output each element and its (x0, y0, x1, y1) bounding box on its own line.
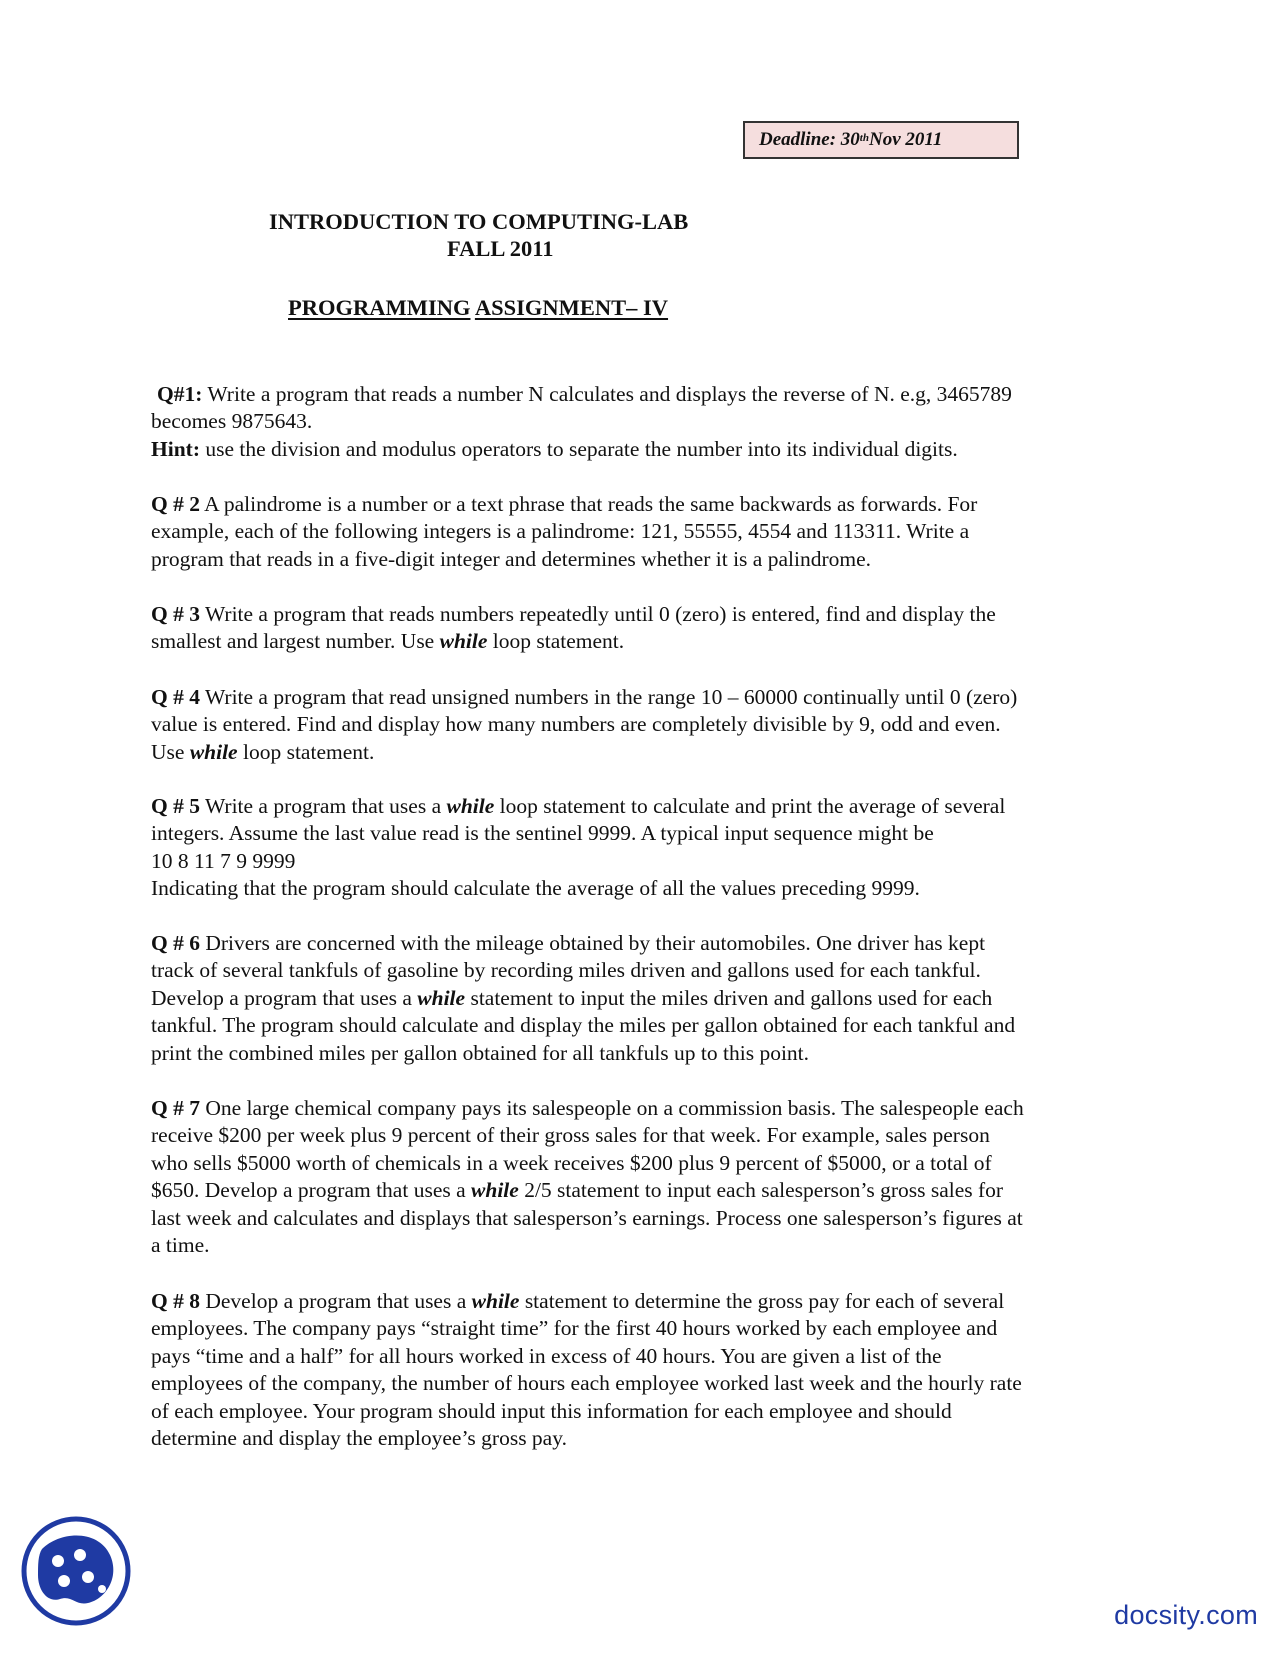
question-1-label: Q#1: (157, 382, 203, 406)
question-4 (151, 684, 1125, 766)
course-title: INTRODUCTION TO COMPUTING-LAB (269, 209, 689, 234)
question-8-text-1b: statement to determine the gross pay for each of several (519, 1289, 1005, 1313)
question-3-line-2 (151, 628, 1125, 655)
hint-text: use the division and modulus operators to separate the number into its individual digits. (199, 436, 958, 461)
question-7 (151, 1095, 1125, 1259)
question-6-text-1: Drivers are concerned with the mileage obtained by their automobiles. One driver has kept (199, 931, 986, 955)
question-8-keyword: while (471, 1289, 520, 1313)
question-7-text-1: One large chemical company pays its salespeople on a commission basis. The salespeople each (199, 1096, 1024, 1120)
question-7-line-1 (151, 1095, 1125, 1122)
question-3-label: Q # 3 (151, 602, 200, 626)
question-2-label: Q # 2 (151, 492, 200, 516)
question-3-text-1: Write a program that reads numbers repeatedly until 0 (zero) is entered, find and display the (199, 602, 996, 626)
question-8-line-5: of each employee. Your program should input this information for each employee and should (151, 1398, 952, 1423)
question-7-text-4a: $650. Develop a program that uses a (151, 1178, 472, 1203)
question-7-text-4b: 2/5 statement to input each salesperson’s gross sales for (518, 1178, 1004, 1203)
question-1-line-1 (151, 381, 1125, 408)
question-2-text-1: A palindrome is a number or a text phrase that reads the same backwards as forwards. For (199, 492, 978, 516)
question-4-text-3b: loop statement. (237, 739, 375, 764)
question-8 (151, 1288, 1125, 1452)
question-3-keyword: while (439, 629, 488, 654)
question-8-line-3: pays “time and a half” for all hours worked in excess of 40 hours. You are given a list of the (151, 1343, 942, 1368)
question-1 (151, 381, 1125, 463)
hint-label: Hint: (151, 436, 200, 461)
question-6-label: Q # 6 (151, 931, 200, 955)
deadline-rest: Nov 2011 (868, 129, 943, 150)
assignment-title-part2: ASSIGNMENT– IV (474, 295, 669, 320)
question-5-keyword: while (446, 794, 495, 818)
question-3 (151, 601, 1125, 656)
question-5-line-4: Indicating that the program should calculate the average of all the values preceding 9999. (151, 876, 920, 901)
question-4-keyword: while (189, 739, 238, 764)
question-6-line-3 (151, 985, 1125, 1012)
question-8-line-2: employees. The company pays “straight time” for the first 40 hours worked by each employee and (151, 1316, 998, 1341)
question-7-label: Q # 7 (151, 1096, 200, 1120)
question-6-text-3b: statement to input the miles driven and gallons used for each (465, 985, 993, 1010)
question-1-text-1: Write a program that reads a number N calculates and displays the reverse of N. e.g, 3465789 (202, 382, 1012, 406)
question-1-line-2: becomes 9875643. (151, 409, 313, 434)
question-4-line-2: value is entered. Find and display how many numbers are completely divisible by 9, odd and even. (151, 712, 1001, 737)
question-3-line-1 (151, 601, 1125, 628)
question-7-line-3: who sells $5000 worth of chemicals in a week receives $200 plus 9 percent of $5000, or a total of (151, 1150, 992, 1175)
question-2-line-2: example, each of the following integers is a palindrome: 121, 55555, 4554 and 113311. Write a (151, 519, 970, 544)
question-8-line-6: determine and display the employee’s gross pay. (151, 1426, 567, 1451)
question-1-hint (151, 436, 1125, 463)
question-3-text-2a: smallest and largest number. Use (151, 629, 440, 654)
question-6-line-4: tankful. The program should calculate and display the miles per gallon obtained for each tankful and (151, 1013, 1016, 1038)
question-5-text-1b: loop statement to calculate and print the average of several (494, 794, 1006, 818)
question-4-text-1: Write a program that read unsigned numbers in the range 10 – 60000 continually until 0 (zero) (199, 685, 1018, 709)
question-8-text-1a: Develop a program that uses a (199, 1289, 472, 1313)
question-6-keyword: while (417, 985, 466, 1010)
question-8-label: Q # 8 (151, 1289, 200, 1313)
docsity-logo-icon (20, 1515, 132, 1627)
question-4-label: Q # 4 (151, 685, 200, 709)
deadline-label: Deadline: 30 (759, 129, 860, 150)
question-7-keyword: while (471, 1178, 519, 1203)
assignment-title (288, 295, 668, 321)
question-6-line-5: print the combined miles per gallon obtained for all tankfuls up to this point. (151, 1040, 810, 1065)
question-2 (151, 491, 1125, 573)
question-6-line-1 (151, 930, 1125, 957)
question-5-line-1 (151, 793, 1125, 820)
question-5-line-2: integers. Assume the last value read is the sentinel 9999. A typical input sequence might be (151, 821, 934, 846)
deadline-box: Deadline: 30 $^{th}$ Nov 2011 (743, 121, 1019, 159)
question-5 (151, 793, 1125, 903)
question-4-text-3a: Use (151, 739, 190, 764)
question-2-line-3: program that reads in a five-digit integer and determines whether it is a palindrome. (151, 546, 872, 571)
question-5-line-3: 10 8 11 7 9 9999 (151, 848, 296, 873)
docsity-watermark[interactable]: docsity.com (1114, 1600, 1258, 1630)
question-6 (151, 930, 1125, 1067)
question-7-line-5: last week and calculates and displays that salesperson’s earnings. Process one salesperson’s figures at (151, 1205, 1023, 1230)
question-8-line-1 (151, 1288, 1125, 1315)
term-title: FALL 2011 (447, 236, 554, 261)
question-8-line-4: employees of the company, the number of hours each employee worked last week and the hourly rate (151, 1371, 1022, 1396)
question-3-text-2b: loop statement. (487, 629, 625, 654)
question-5-text-1a: Write a program that uses a (199, 794, 447, 818)
question-4-line-3 (151, 739, 1125, 766)
question-7-line-2: receive $200 per week plus 9 percent of their gross sales for that week. For example, sales person (151, 1123, 990, 1148)
question-2-line-1 (151, 491, 1125, 518)
question-6-line-2: track of several tankfuls of gasoline by recording miles driven and gallons used for each tankful. (151, 958, 981, 983)
question-5-label: Q # 5 (151, 794, 200, 818)
question-6-text-3a: Develop a program that uses a (151, 985, 418, 1010)
question-4-line-1 (151, 684, 1125, 711)
assignment-title-part1: PROGRAMMING (288, 295, 471, 320)
question-7-line-4 (151, 1177, 1125, 1204)
question-7-line-6: a time. (151, 1233, 210, 1258)
